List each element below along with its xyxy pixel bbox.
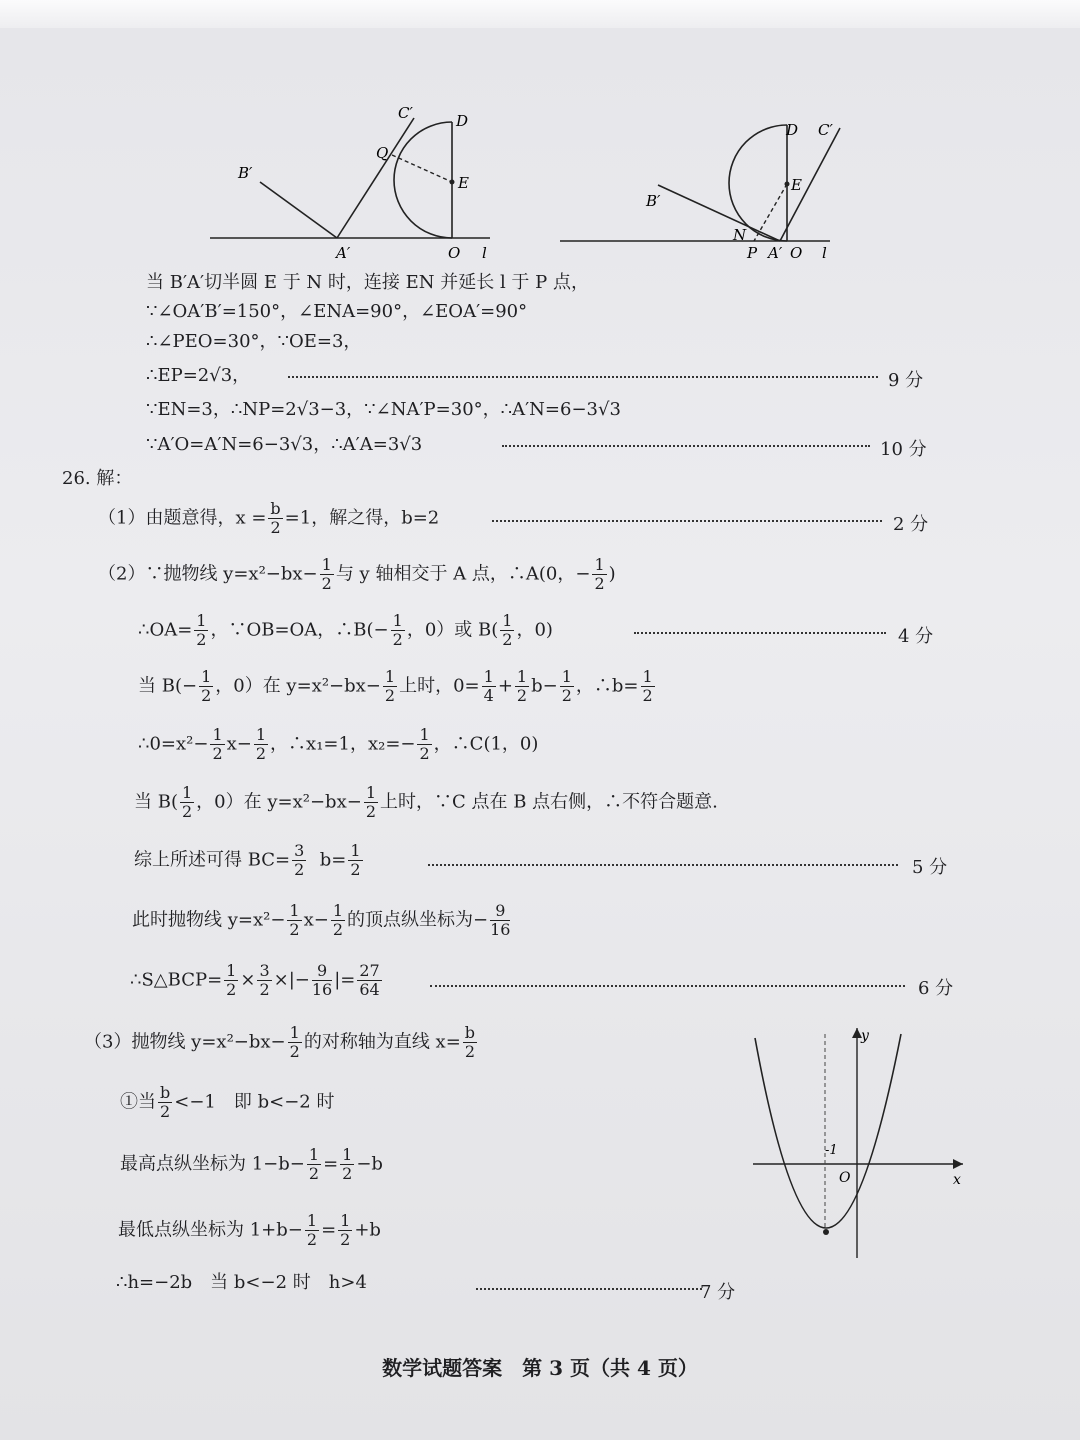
q26-title: 26. 解： [62, 468, 133, 489]
fig1-label-l: l [482, 244, 487, 262]
q25-line-1: 当 B′A′切半圆 E 于 N 时，连接 EN 并延长 l 于 P 点， [146, 272, 589, 293]
q25-line-5: ∵EN=3，∴NP=2√3−3，∵∠NA′P=30°，∴A′N=6−3√3 [146, 399, 621, 420]
fig2-label-b: B′ [646, 192, 661, 210]
fig2-label-l: l [822, 244, 827, 262]
fig2-label-d: D [786, 121, 799, 139]
fig2-label-n: N [733, 226, 747, 244]
fig2-label-a: A′ [768, 244, 783, 262]
q26-line-vertex: 此时抛物线 y=x²− $\frac{1}{2}$ x− $\frac{1}{2}$ 的顶点纵坐标为− $\frac{9}{16}$ [132, 901, 511, 939]
fraction: $\frac{b}{2}$ [270, 499, 281, 537]
q26-score-5: 5 分 [912, 857, 948, 878]
q26-leader-2 [492, 520, 882, 522]
graph-label-y: y [861, 1028, 869, 1044]
q25-score-9: 9 分 [888, 370, 924, 391]
figure-semicircle-right [550, 110, 850, 270]
q26-p1-a: （1）由题意得，x = [98, 507, 267, 529]
q26-score-4: 4 分 [898, 626, 934, 647]
fig1-label-q: Q [376, 144, 389, 162]
fig1-label-o: O [448, 244, 461, 262]
q25-line-4: ∴EP=2√3， [146, 365, 251, 386]
q26-leader-7 [476, 1288, 702, 1290]
q26-score-2: 2 分 [893, 514, 929, 535]
q26-case1: ①当 $\frac{b}{2}$ <−1 即 b<−2 时 [120, 1083, 335, 1121]
q26-part2: （2）∵抛物线 y=x²−bx− $\frac{1}{2}$ 与 y 轴相交于 A 点，∴A(0，− $\frac{1}{2}$ ) [98, 555, 616, 593]
q26-highest: 最高点纵坐标为 1−b− $\frac{1}{2}$ = $\frac{1}{2}$ −b [120, 1145, 383, 1183]
graph-label-origin: O [839, 1170, 851, 1186]
q25-leader-4 [288, 376, 878, 378]
q25-line-3: ∴∠PEO=30°，∵OE=3， [146, 331, 362, 352]
fig2-label-o: O [790, 244, 803, 262]
q25-score-10: 10 分 [880, 439, 927, 460]
q26-line-area: ∴S△BCP= $\frac{1}{2}$ × $\frac{3}{2}$ ×|− $\frac{9}{16}$ |= $\frac{27}{64}$ [130, 961, 380, 999]
q26-leader-6 [430, 985, 905, 987]
q26-part1 [98, 500, 439, 537]
fig1-label-b: B′ [238, 164, 253, 182]
q25-line-2: ∵∠OA′B′=150°，∠ENA=90°，∠EOA′=90° [146, 301, 528, 322]
fig2-label-e: E [791, 176, 802, 194]
fig1-label-d: D [456, 112, 469, 130]
q26-score-7: 7 分 [700, 1282, 736, 1303]
parabola-graph [745, 1020, 975, 1270]
graph-label-neg1: -1 [825, 1143, 838, 1158]
figure-semicircle-left [200, 100, 510, 270]
q26-line-oa: ∴OA= $\frac{1}{2}$ ，∵OB=OA，∴B(− $\frac{1}{2}$ ，0）或 B( $\frac{1}{2}$ ，0) [138, 611, 553, 649]
q26-line-b-neg: 当 B(− $\frac{1}{2}$ ，0）在 y=x²−bx− $\frac{1}{2}$ 上时，0= $\frac{1}{4}$ + $\frac{1}{2}$ b− $\frac{1}{2}$ ，∴b= $\frac{1}{2}$ [138, 667, 653, 705]
fig2-label-p: P [747, 244, 758, 262]
fig1-label-e: E [458, 174, 469, 192]
fig1-label-a: A′ [336, 244, 351, 262]
q26-score-6: 6 分 [918, 978, 954, 999]
q26-line-bc: 综上所述可得 BC= $\frac{3}{2}$ b= $\frac{1}{2}$ [134, 841, 361, 879]
page-footer: 数学试题答案 第 3 页（共 4 页） [382, 1356, 698, 1380]
q26-lowest: 最低点纵坐标为 1+b− $\frac{1}{2}$ = $\frac{1}{2}$ +b [118, 1211, 381, 1249]
q25-line-6: ∵A′O=A′N=6−3√3，∴A′A=3√3 [146, 434, 423, 455]
fig1-label-c: C′ [398, 104, 413, 122]
q25-leader-6 [502, 445, 870, 447]
fig2-label-c: C′ [818, 121, 833, 139]
q26-h-result: ∴h=−2b 当 b<−2 时 h>4 [116, 1272, 367, 1293]
q26-p1-b: =1，解之得，b=2 [284, 507, 440, 529]
q26-leader-5 [428, 864, 898, 866]
q26-part3: （3）抛物线 y=x²−bx− $\frac{1}{2}$ 的对称轴为直线 x= $\frac{b}{2}$ [84, 1023, 476, 1061]
graph-label-x: x [953, 1172, 961, 1188]
q26-leader-4 [634, 632, 886, 634]
q26-line-b-pos: 当 B( $\frac{1}{2}$ ，0）在 y=x²−bx− $\frac{1}{2}$ 上时，∵C 点在 B 点右侧，∴不符合题意. [134, 783, 718, 821]
q26-line-roots: ∴0=x²− $\frac{1}{2}$ x− $\frac{1}{2}$ ，∴x₁=1，x₂=− $\frac{1}{2}$ ，∴C(1，0) [138, 725, 539, 763]
